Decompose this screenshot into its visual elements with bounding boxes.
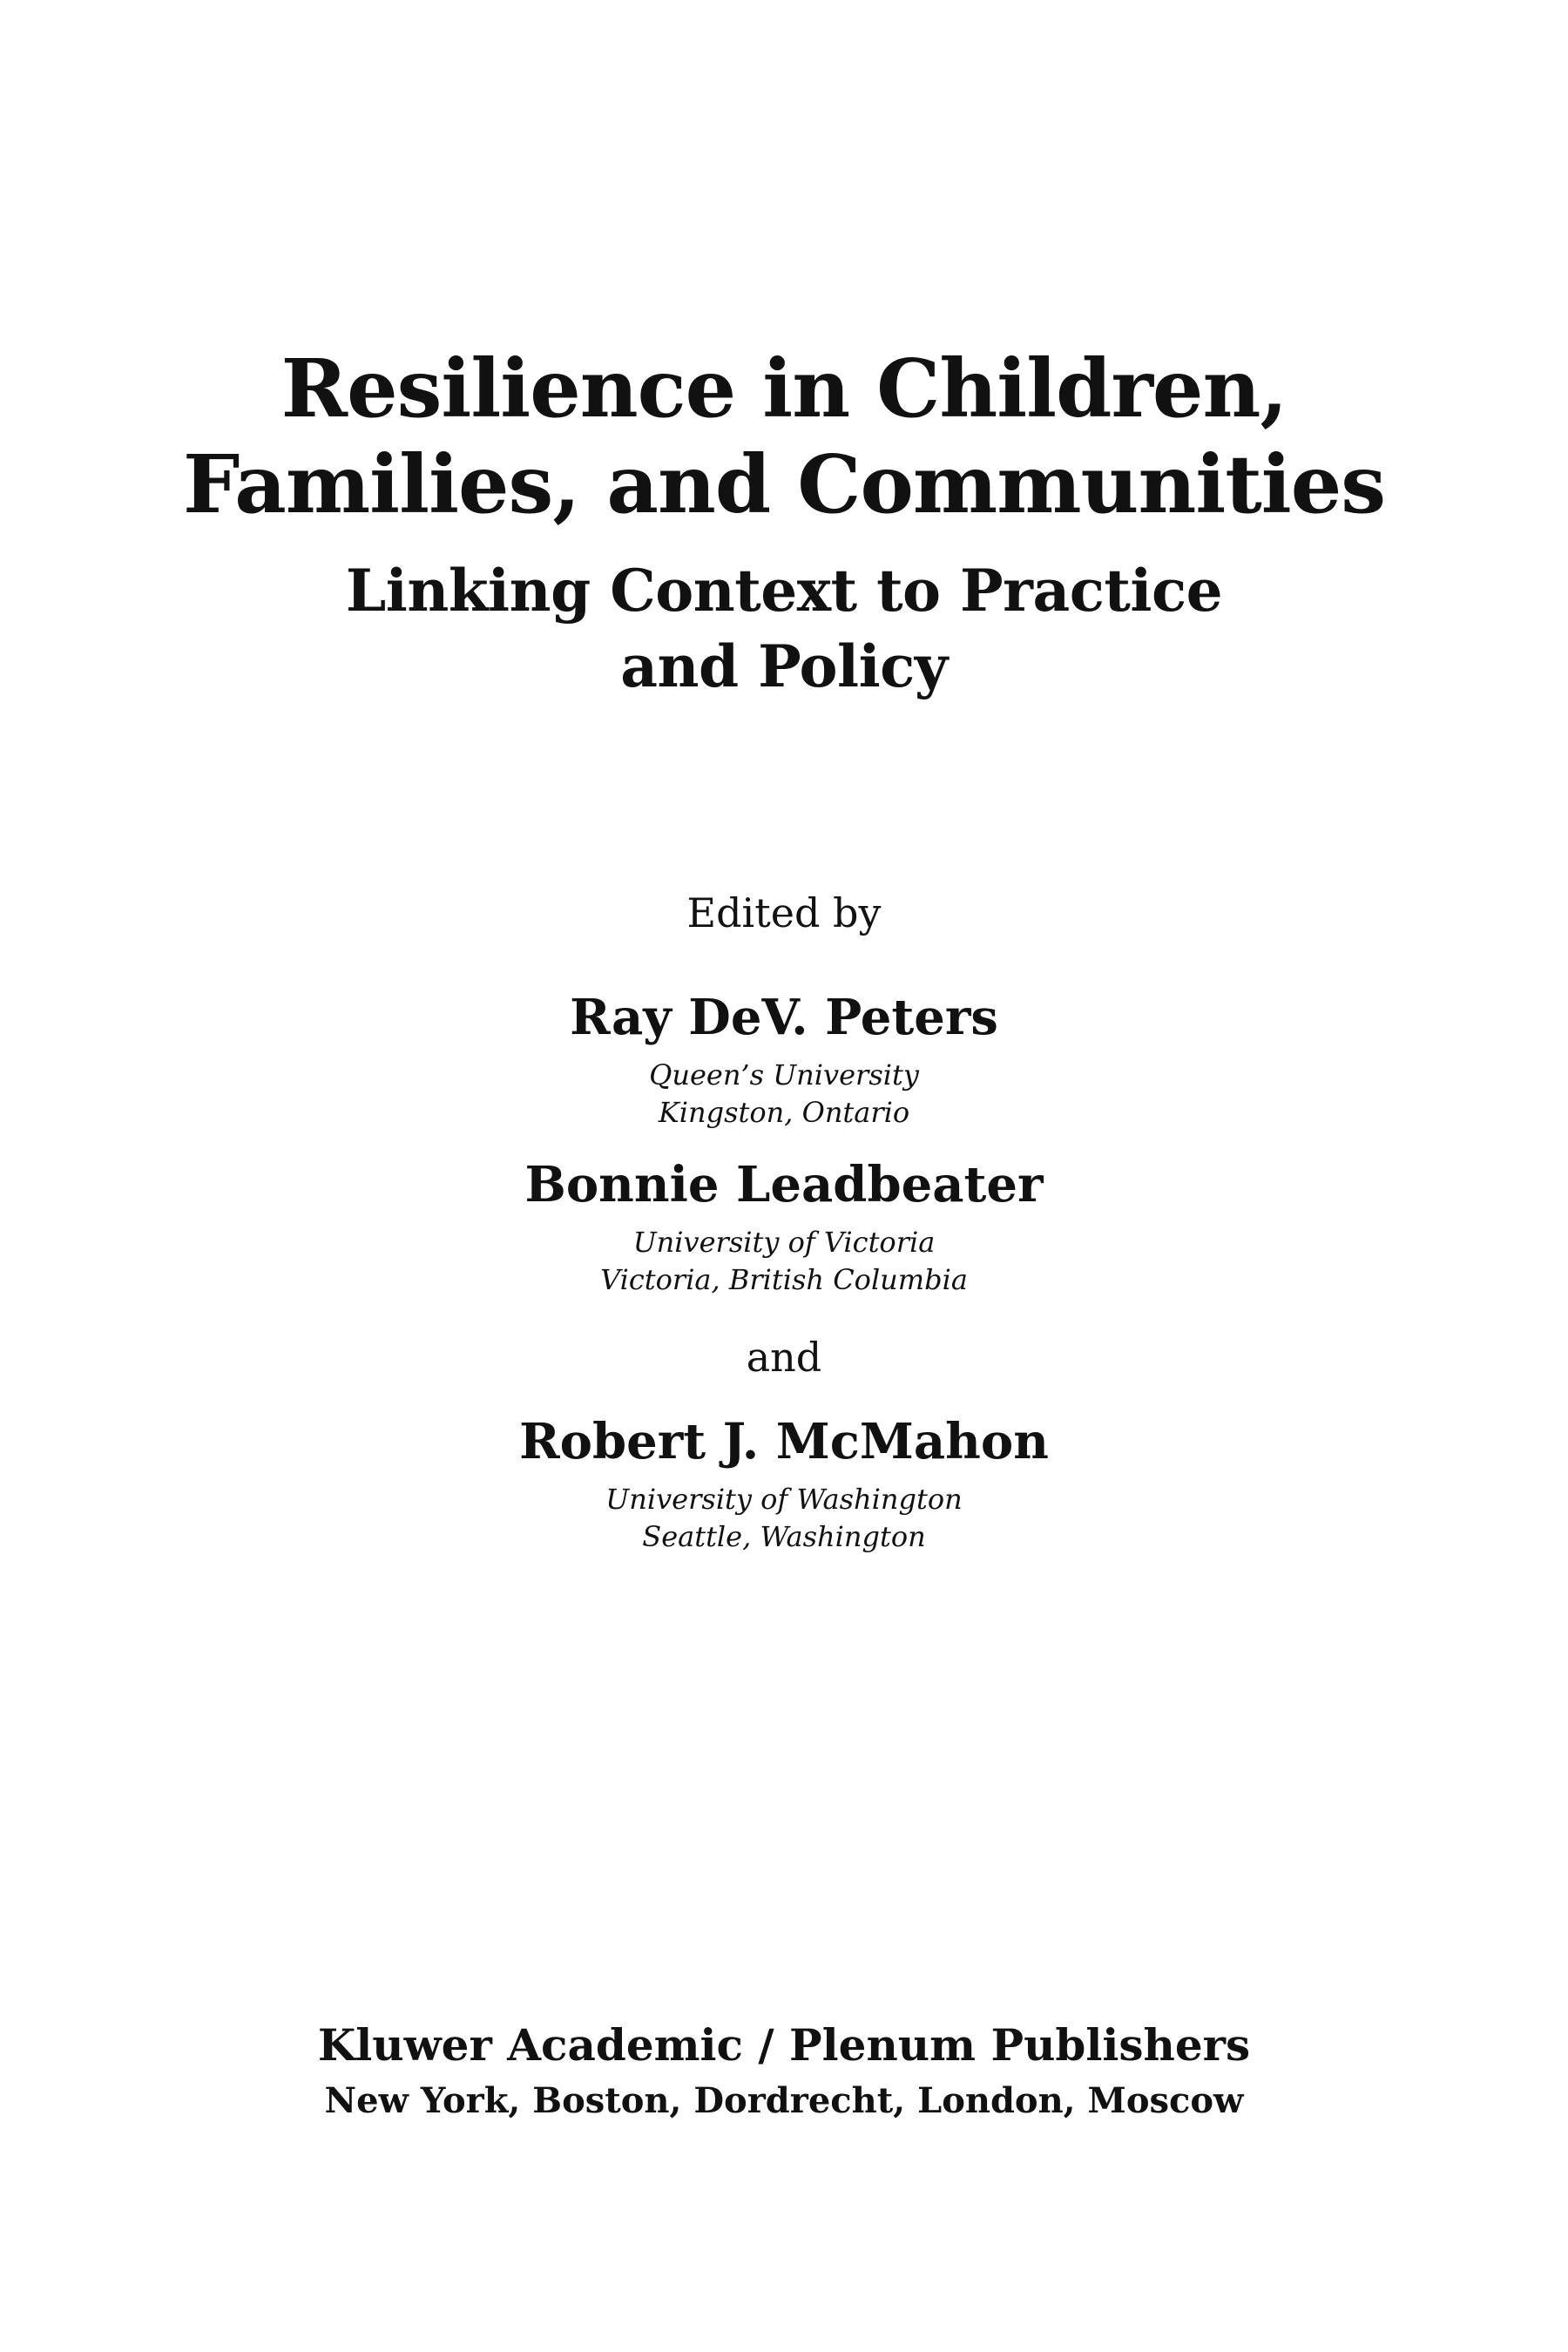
book-subtitle-line-2: and Policy <box>620 632 948 700</box>
book-title-line-2: Families, and Communities <box>182 437 1386 531</box>
edited-by-label: Edited by <box>686 889 882 936</box>
editor-name: Ray DeV. Peters <box>570 989 998 1046</box>
editor-affiliation: University of Washington <box>605 1483 963 1516</box>
editor-location: Victoria, British Columbia <box>600 1263 968 1296</box>
book-subtitle-line-1: Linking Context to Practice <box>345 557 1223 625</box>
editor-affiliation: Queen’s University <box>649 1058 919 1092</box>
editor-name: Bonnie Leadbeater <box>524 1156 1044 1213</box>
editor-location: Kingston, Ontario <box>658 1096 910 1129</box>
editor-name: Robert J. McMahon <box>519 1413 1049 1470</box>
editor-affiliation: University of Victoria <box>632 1226 936 1259</box>
book-title-line-1: Resilience in Children, <box>280 341 1288 436</box>
editor-location: Seattle, Washington <box>642 1520 926 1553</box>
publisher-name: Kluwer Academic / Plenum Publishers <box>317 2019 1251 2071</box>
conjunction-and: and <box>746 1334 822 1381</box>
publisher-cities: New York, Boston, Dordrecht, London, Moscow <box>324 2080 1244 2121</box>
